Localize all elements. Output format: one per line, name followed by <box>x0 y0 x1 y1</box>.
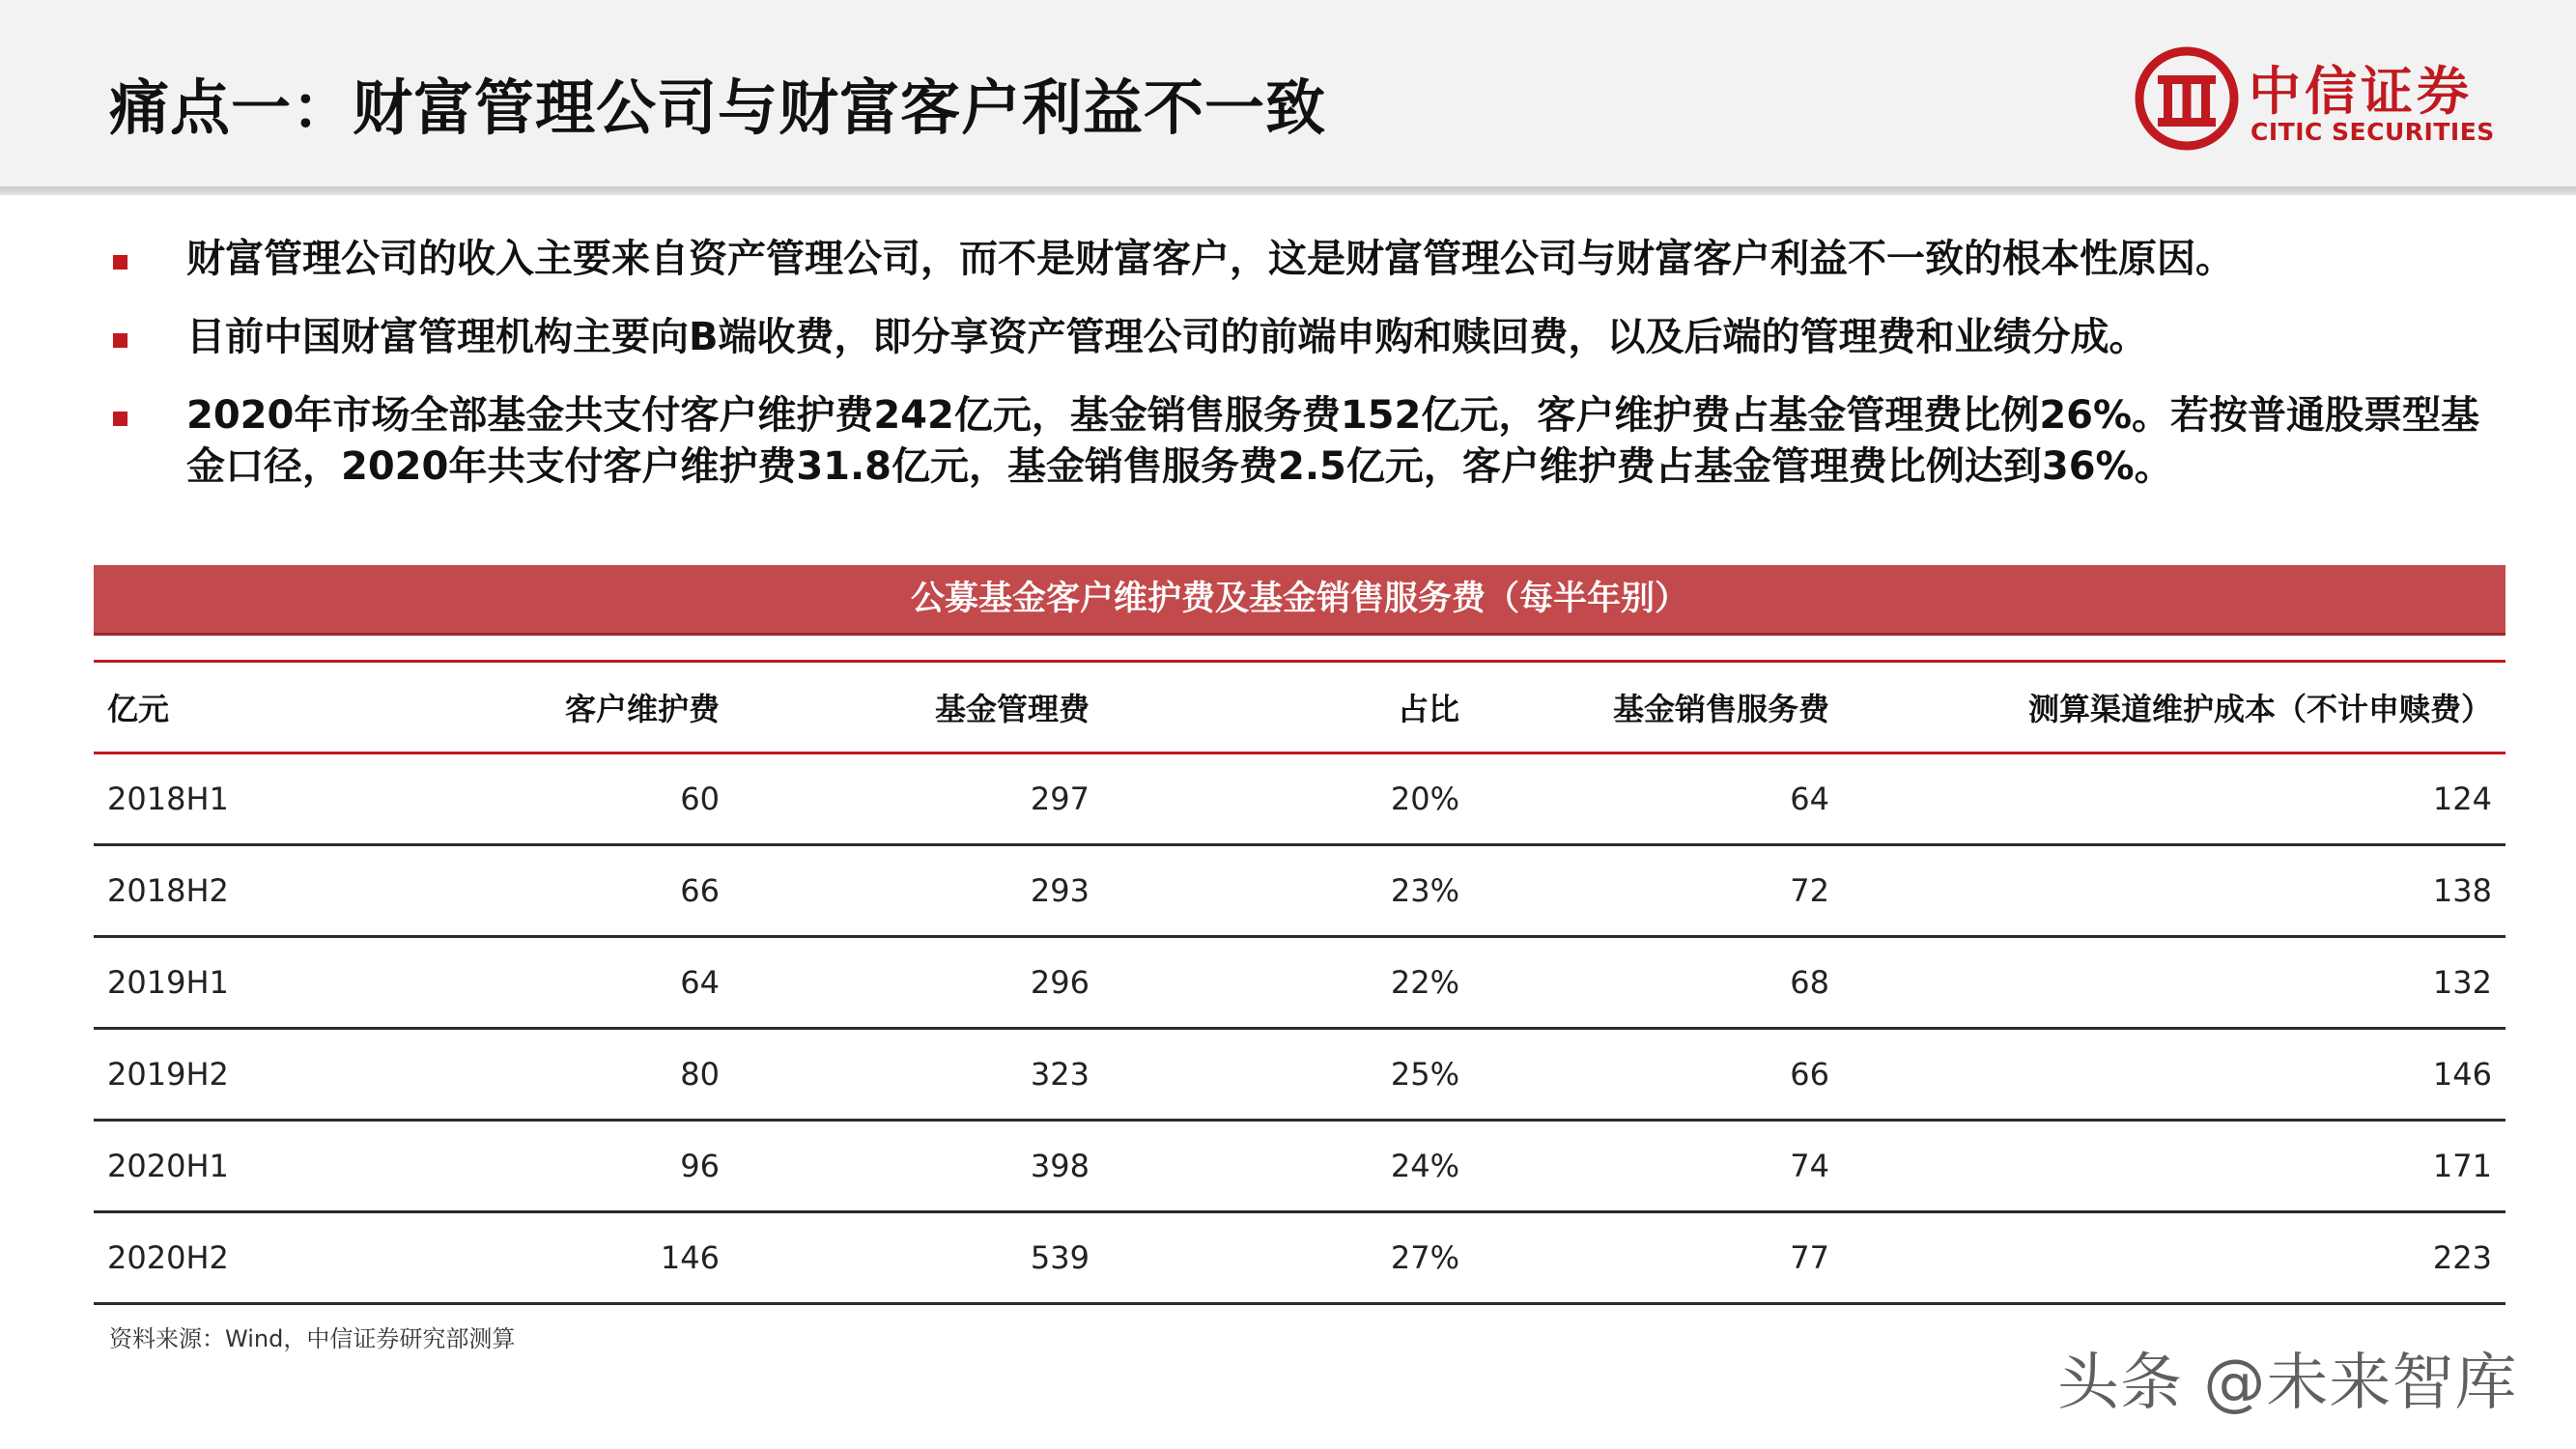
column-header: 测算渠道维护成本（不计申赎费） <box>1843 662 2505 753</box>
table-cell: 25% <box>1103 1029 1473 1121</box>
bullet-item <box>109 390 2505 493</box>
table-cell: 68 <box>1473 937 1843 1029</box>
table-title: 公募基金客户维护费及基金销售服务费（每半年别） <box>94 565 2505 636</box>
table-cell: 2019H2 <box>94 1029 364 1121</box>
header-bar <box>0 0 2576 186</box>
bullet-text: 目前中国财富管理机构主要向B端收费，即分享资产管理公司的前端申购和赎回费，以及后端的管理费和业绩分成。 <box>186 315 2148 359</box>
bullet-text: 财富管理公司的收入主要来自资产管理公司，而不是财富客户，这是财富管理公司与财富客户利益不一致的根本性原因。 <box>186 237 2234 281</box>
bullet-list <box>109 234 2505 493</box>
table-cell: 72 <box>1473 845 1843 937</box>
table-cell: 24% <box>1103 1121 1473 1212</box>
bullet-square-icon <box>113 412 127 426</box>
column-header: 占比 <box>1103 662 1473 753</box>
watermark: 头条 @未来智库 <box>2057 1348 2518 1419</box>
header-divider <box>0 186 2576 195</box>
bullet-square-icon <box>113 333 127 348</box>
source-note: 资料来源：Wind，中信证券研究部测算 <box>109 1325 516 1352</box>
table-cell: 293 <box>733 845 1103 937</box>
fee-table <box>94 660 2505 1305</box>
table-row <box>94 1029 2505 1121</box>
table-cell: 80 <box>364 1029 733 1121</box>
table-cell: 64 <box>364 937 733 1029</box>
bullet-item <box>109 234 2505 285</box>
table-cell: 22% <box>1103 937 1473 1029</box>
table-row <box>94 937 2505 1029</box>
table-cell: 2018H1 <box>94 753 364 845</box>
table-cell: 2020H1 <box>94 1121 364 1212</box>
fee-table-section <box>94 565 2505 1305</box>
table-cell: 74 <box>1473 1121 1843 1212</box>
table-cell: 96 <box>364 1121 733 1212</box>
table-row <box>94 753 2505 845</box>
table-cell: 138 <box>1843 845 2505 937</box>
table-row <box>94 1121 2505 1212</box>
column-header: 基金销售服务费 <box>1473 662 1843 753</box>
table-header-row <box>94 662 2505 753</box>
table-cell: 2018H2 <box>94 845 364 937</box>
table-row <box>94 845 2505 937</box>
logo-name-cn: 中信证券 <box>2249 60 2473 122</box>
table-cell: 23% <box>1103 845 1473 937</box>
table-cell: 146 <box>1843 1029 2505 1121</box>
column-header: 基金管理费 <box>733 662 1103 753</box>
page-title: 痛点一：财富管理公司与财富客户利益不一致 <box>109 72 1327 143</box>
table-cell: 2020H2 <box>94 1212 364 1304</box>
table-cell: 124 <box>1843 753 2505 845</box>
column-header: 亿元 <box>94 662 364 753</box>
bullet-item <box>109 312 2505 363</box>
table-cell: 296 <box>733 937 1103 1029</box>
table-cell: 77 <box>1473 1212 1843 1304</box>
table-cell: 66 <box>364 845 733 937</box>
citic-logo-icon <box>2135 46 2239 151</box>
table-cell: 132 <box>1843 937 2505 1029</box>
table-cell: 20% <box>1103 753 1473 845</box>
citic-logo <box>2135 46 2521 153</box>
table-cell: 2019H1 <box>94 937 364 1029</box>
table-cell: 146 <box>364 1212 733 1304</box>
table-cell: 539 <box>733 1212 1103 1304</box>
column-header: 客户维护费 <box>364 662 733 753</box>
table-cell: 60 <box>364 753 733 845</box>
table-cell: 297 <box>733 753 1103 845</box>
table-cell: 66 <box>1473 1029 1843 1121</box>
table-cell: 64 <box>1473 753 1843 845</box>
table-cell: 171 <box>1843 1121 2505 1212</box>
table-row <box>94 1212 2505 1304</box>
bullet-text: 2020年市场全部基金共支付客户维护费242亿元，基金销售服务费152亿元，客户维护费占基金管理费比例26%。若按普通股票型基金口径，2020年共支付客户维护费31.8亿元，基金销售服务费2.5亿元，客户维护费占基金管理费比例达到36%。 <box>186 393 2480 489</box>
table-cell: 223 <box>1843 1212 2505 1304</box>
table-cell: 398 <box>733 1121 1103 1212</box>
logo-name-en: CITIC SECURITIES <box>2250 118 2495 146</box>
table-cell: 323 <box>733 1029 1103 1121</box>
bullet-square-icon <box>113 255 127 270</box>
table-cell: 27% <box>1103 1212 1473 1304</box>
